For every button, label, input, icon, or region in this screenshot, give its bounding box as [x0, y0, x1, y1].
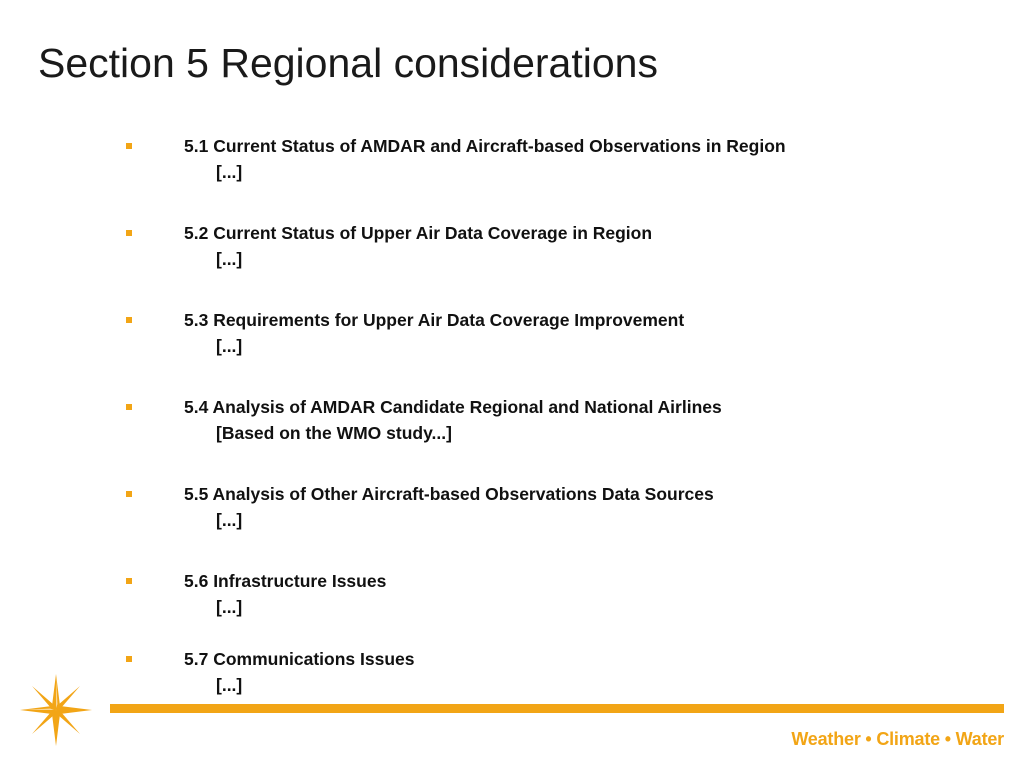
bullet-icon [126, 143, 132, 149]
item-heading: 5.5 Analysis of Other Aircraft-based Observations Data Sources [184, 484, 714, 504]
bullet-icon [126, 404, 132, 410]
item-note: [...] [216, 249, 243, 269]
item-note: [...] [216, 675, 243, 695]
item-heading: 5.3 Requirements for Upper Air Data Coverage Improvement [184, 310, 685, 330]
item-heading: 5.2 Current Status of Upper Air Data Coverage in Region [184, 223, 653, 243]
wmo-star-compass-icon [18, 672, 94, 748]
item-note: [...] [216, 510, 243, 530]
list-item [0, 649, 1024, 709]
list-item [0, 571, 1024, 631]
item-note: [...] [216, 336, 243, 356]
page-title: Section 5 Regional considerations [38, 40, 658, 86]
brand-tagline: Weather • Climate • Water [791, 729, 1004, 749]
list-item [0, 484, 1024, 544]
item-heading: 5.4 Analysis of AMDAR Candidate Regional and National Airlines [184, 397, 722, 417]
bullet-icon [126, 491, 132, 497]
footer-rule [110, 704, 1004, 713]
item-note: [...] [216, 162, 243, 182]
item-heading: 5.6 Infrastructure Issues [184, 571, 387, 591]
list-item [0, 397, 1024, 457]
bullet-icon [126, 317, 132, 323]
item-note: [Based on the WMO study...] [216, 423, 452, 443]
bullet-icon [126, 578, 132, 584]
list-item [0, 310, 1024, 370]
list-item [0, 136, 1024, 196]
item-note: [...] [216, 597, 243, 617]
item-heading: 5.1 Current Status of AMDAR and Aircraft-based Observations in Region [184, 136, 786, 156]
item-heading: 5.7 Communications Issues [184, 649, 415, 669]
bullet-icon [126, 230, 132, 236]
list-item [0, 223, 1024, 283]
bullet-icon [126, 656, 132, 662]
